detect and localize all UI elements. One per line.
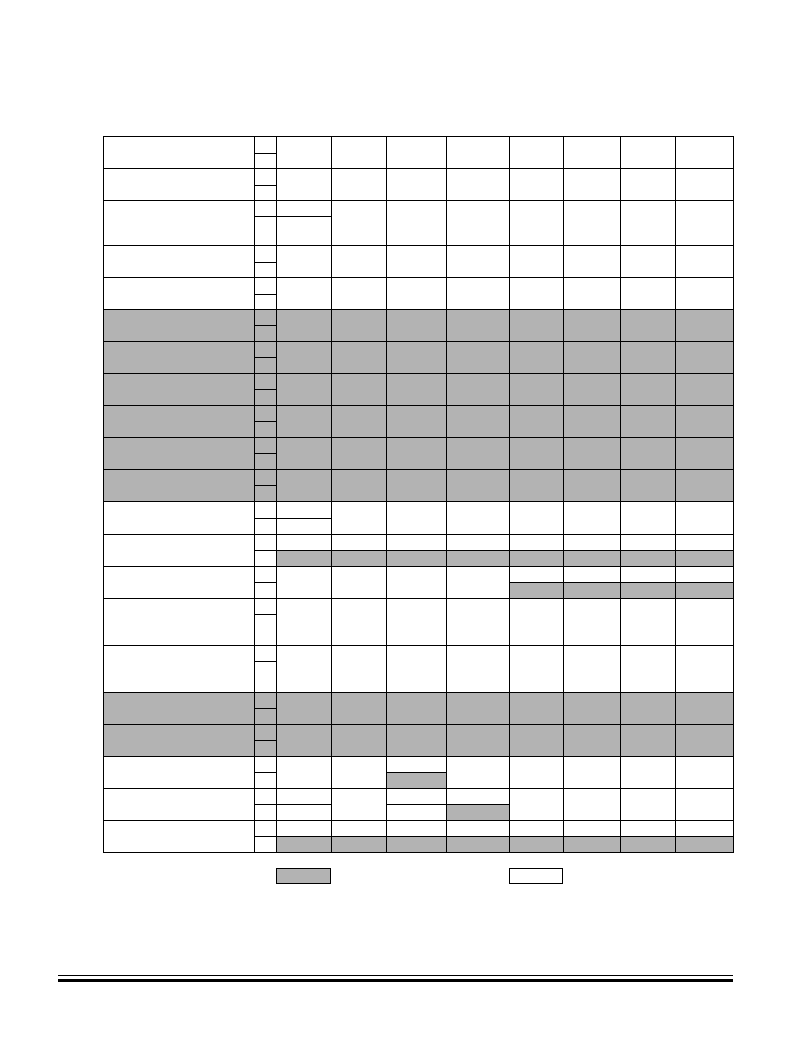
shaded-half-cell <box>620 550 675 566</box>
shaded-row-5 <box>103 309 733 341</box>
shaded-half-cell <box>563 582 620 598</box>
shaded-half-cell <box>446 836 509 852</box>
shaded-half-cell <box>386 772 446 788</box>
shaded-half-cell <box>675 582 733 598</box>
shaded-row-6 <box>103 341 733 373</box>
shaded-half-cell <box>331 550 386 566</box>
legend-unshaded-swatch <box>509 868 563 884</box>
legend-shaded-swatch <box>276 868 331 884</box>
shaded-half-cell <box>331 836 386 852</box>
shaded-half-cell <box>620 836 675 852</box>
shaded-half-cell <box>446 804 509 820</box>
shaded-row-8 <box>103 405 733 437</box>
footer-rule-thick <box>58 979 733 982</box>
footer-rule-thin <box>58 975 733 976</box>
shaded-row-16 <box>103 692 733 724</box>
shaded-half-cell <box>509 582 563 598</box>
shaded-half-cell <box>509 836 563 852</box>
shaded-half-cell <box>386 550 446 566</box>
shaded-half-cell <box>276 550 331 566</box>
shaded-row-7 <box>103 373 733 405</box>
shaded-row-17 <box>103 724 733 756</box>
shaded-half-cell <box>386 836 446 852</box>
shaded-half-cell <box>675 836 733 852</box>
shaded-half-cell <box>620 582 675 598</box>
shaded-half-cell <box>509 550 563 566</box>
shaded-half-cell <box>446 550 509 566</box>
shaded-half-cell <box>563 836 620 852</box>
shaded-row-9 <box>103 437 733 469</box>
shaded-half-cell <box>276 836 331 852</box>
shaded-half-cell <box>563 550 620 566</box>
shaded-row-10 <box>103 469 733 501</box>
shaded-half-cell <box>675 550 733 566</box>
